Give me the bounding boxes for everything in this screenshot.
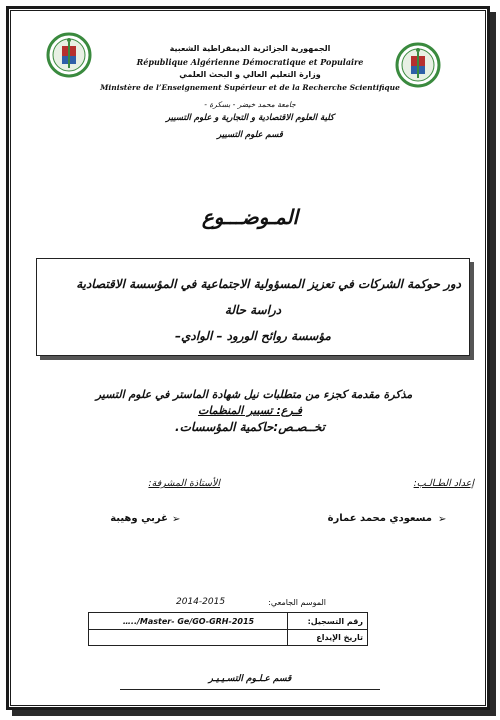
memo-specialty: تخــصـص:حاكمية المؤسسات. — [175, 420, 325, 434]
republic-arabic: الجمهورية الجزائرية الديمقراطية الشعبية — [169, 44, 331, 53]
registration-number-row — [89, 613, 367, 630]
deposit-date-row — [89, 629, 367, 646]
supervisor-bullet-icon: ➢ — [172, 514, 181, 525]
republic-french: République Algérienne Démocratique et Populaire — [136, 57, 364, 67]
thesis-title-line2: دراسة حالة — [224, 303, 282, 317]
student-name: مسعودي محمد عمارة — [327, 513, 432, 524]
subject-heading: المـوضـــوع — [201, 205, 299, 229]
university-arabic: جامعة محمد خيضر - بسكرة - — [204, 100, 296, 109]
supervisor-name: غربي وهيبة — [110, 513, 168, 524]
memo-purpose: مذكرة مقدمة كجزء من متطلبات نيل شهادة الماستر في علوم التسير — [95, 388, 413, 401]
registration-number-label: رقم التسجيل: — [287, 613, 367, 630]
university-logo-left — [46, 30, 92, 80]
supervisor-label: الأستاذة المشرفة: — [148, 478, 220, 489]
department-arabic: قسم علوم التسيير — [217, 130, 283, 140]
page-shadow-bottom — [12, 710, 496, 716]
faculty-arabic: كلية العلوم الاقتصادية و التجارية و علوم التسيير — [165, 113, 334, 123]
memo-branch: فـرع: تسيير المنظمات — [198, 404, 302, 417]
ministry-arabic: وزارة التعليم العالي و البحث العلمي — [179, 70, 321, 79]
page-shadow-right — [490, 12, 496, 716]
academic-year-value: 2014-2015 — [176, 597, 226, 607]
registration-number-value: …../Master- Ge/GO-GRH-2015 — [122, 617, 255, 626]
footer-department: قسم عـلـوم التسـيـيـر — [208, 674, 292, 684]
thesis-title-line3: مؤسسة روائح الورود – الوادي– — [175, 329, 331, 343]
deposit-date-label: تاريخ الإيداع — [287, 629, 367, 646]
registration-table — [88, 612, 368, 646]
ministry-french: Ministère de l’Enseignement Supérieur et de la Recherche Scientifique — [100, 83, 400, 92]
student-label: إعداد الطـالـب: — [413, 478, 474, 489]
footer-divider — [120, 689, 380, 690]
academic-year-label: الموسم الجامعي: — [268, 598, 326, 607]
subject-box — [36, 258, 470, 356]
deposit-date-value — [89, 629, 288, 646]
thesis-title-line1: دور حوكمة الشركات في تعزيز المسؤولية الاجتماعية في المؤسسة الاقتصادية — [76, 277, 461, 291]
student-bullet-icon: ➢ — [438, 514, 447, 525]
